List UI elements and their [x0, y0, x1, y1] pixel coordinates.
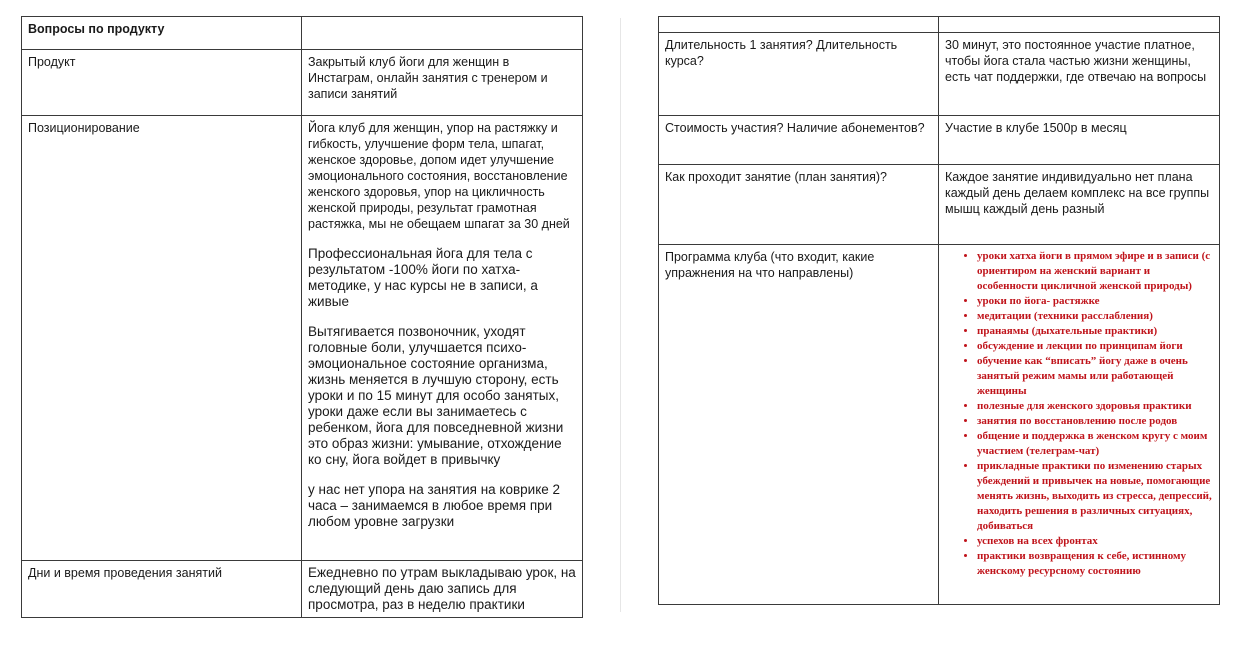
list-item: • общение и поддержка в женском кругу с моим участием (телеграм-чат)	[977, 429, 1213, 459]
program-list	[939, 249, 1213, 579]
answer-cell: Каждое занятие индивидуально нет плана каждый день делаем комплекс на все группы мышц каждый день разный	[939, 165, 1220, 245]
answer-cell: Участие в клубе 1500р в месяц	[939, 116, 1220, 165]
question-cell: Как проходит занятие (план занятия)?	[659, 165, 939, 245]
question-cell: Длительность 1 занятия? Длительность курса?	[659, 33, 939, 116]
answer-cell: 30 минут, это постоянное участие платное, чтобы йога стала частью жизни женщины, есть чат поддержки, где отвечаю на вопросы	[939, 33, 1220, 116]
list-item: • занятия по восстановлению после родов	[977, 414, 1213, 429]
table-row	[659, 165, 1220, 245]
table-header-empty	[302, 17, 583, 50]
product-details-table	[658, 16, 1220, 605]
question-cell: Программа клуба (что входит, какие упражнения на что направлены)	[659, 245, 939, 605]
question-cell: Дни и время проведения занятий	[22, 561, 302, 618]
answer-cell	[302, 116, 583, 561]
answer-cell: Закрытый клуб йоги для женщин в Инстаграм, онлайн занятия с тренером и записи занятий	[302, 50, 583, 116]
answer-cell	[939, 245, 1220, 605]
answer-cell: Ежедневно по утрам выкладываю урок, на следующий день даю запись для просмотра, раз в неделю практики	[302, 561, 583, 618]
answer-paragraph: Профессиональная йога для тела с результатом -100% йоги по хатха-методике, у нас курсы не в записи, а живые	[308, 246, 538, 309]
list-item: • обсуждение и лекции по принципам йоги	[977, 339, 1213, 354]
table-row	[659, 245, 1220, 605]
list-item: • медитации (техники расслабления)	[977, 309, 1213, 324]
question-cell: Стоимость участия? Наличие абонементов?	[659, 116, 939, 165]
table-row	[22, 116, 583, 561]
list-item: • успехов на всех фронтах	[977, 534, 1213, 549]
answer-paragraph: Йога клуб для женщин, упор на растяжку и гибкость, улучшение форм тела, шпагат, женское здоровье, допом идет улучшение эмоционального состояния, восстановление женского здоровья, упор на цикличность женской природы, результат грамотная растяжка, мы не обещаем шпагат за 30 дней	[308, 121, 570, 231]
table-header-row	[22, 17, 583, 50]
table-row	[22, 561, 583, 618]
list-item: • уроки хатха йоги в прямом эфире и в записи (с ориентиром на женский вариант и особенности цикличной женской природы)	[977, 249, 1213, 294]
table-header-title: Вопросы по продукту	[22, 17, 302, 50]
list-item: • полезные для женского здоровья практики	[977, 399, 1213, 414]
list-item: • обучение как “вписать” йогу даже в очень занятый режим мамы или работающей женщины	[977, 354, 1213, 399]
answer-paragraph: Вытягивается позвоночник, уходят головные боли, улучшается психо-эмоциональное состояние организма, жизнь меняется в лучшую сторону, есть уроки и по 15 минут для особо занятых, уроки даже если вы занимаетесь с ребенком, йога для повседневной жизни это образ жизни: умывание, отхождение ко сну, йога войдет в привычку	[308, 324, 564, 467]
question-cell: Продукт	[22, 50, 302, 116]
list-item: • практики возвращения к себе, истинному женскому ресурсному состоянию	[977, 549, 1213, 579]
list-item: • прикладные практики по изменению старых убеждений и привычек на новые, помогающие менять жизнь, выходить из стресса, депрессий, находить решения в различных ситуациях, добиваться	[977, 459, 1213, 534]
answer-paragraph: у нас нет упора на занятия на коврике 2 часа – занимаемся в любое время при любом уровне загрузки	[308, 482, 561, 529]
table-header-empty	[939, 17, 1220, 33]
question-cell: Позиционирование	[22, 116, 302, 561]
list-item: • уроки по йога- растяжке	[977, 294, 1213, 309]
table-header-empty	[659, 17, 939, 33]
table-row	[22, 50, 583, 116]
product-questions-table	[21, 16, 583, 618]
page-divider	[620, 18, 621, 612]
table-row	[659, 33, 1220, 116]
table-header-row	[659, 17, 1220, 33]
list-item: • пранаямы (дыхательные практики)	[977, 324, 1213, 339]
table-row	[659, 116, 1220, 165]
